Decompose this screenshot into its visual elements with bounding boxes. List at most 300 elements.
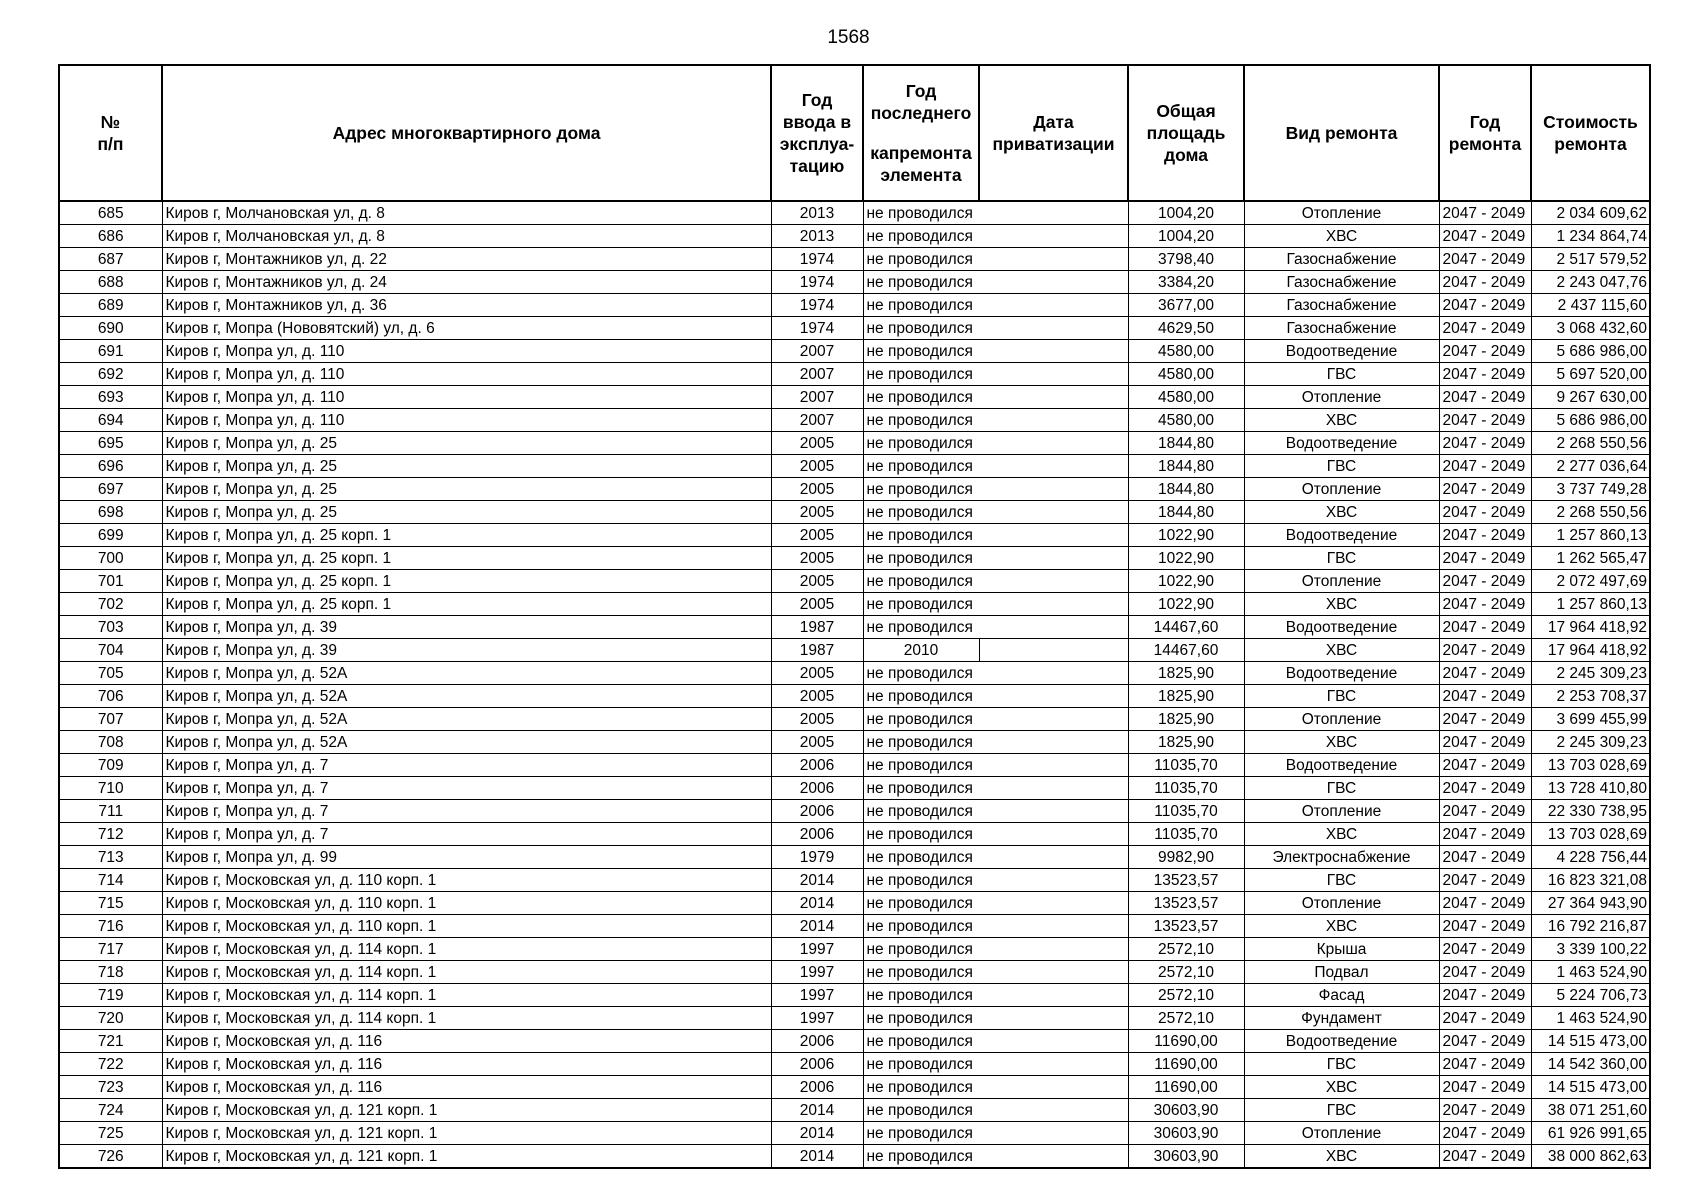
- row-number: 717: [59, 938, 162, 961]
- row-cost: 13 703 028,69: [1531, 823, 1650, 846]
- row-number: 694: [59, 409, 162, 432]
- row-number: 705: [59, 662, 162, 685]
- row-repair-year: 2047 - 2049: [1439, 731, 1531, 754]
- table-row: [59, 823, 1650, 846]
- table-row: [59, 1076, 1650, 1099]
- row-area: 3798,40: [1128, 248, 1244, 271]
- row-address: Киров г, Мопра ул, д. 52А: [162, 708, 771, 731]
- row-privatization: [979, 409, 1128, 432]
- table-row: [59, 777, 1650, 800]
- row-area: 1844,80: [1128, 478, 1244, 501]
- row-year-built: 2006: [771, 1030, 863, 1053]
- row-repair-type: Электроснабжение: [1244, 846, 1439, 869]
- row-repair-year: 2047 - 2049: [1439, 685, 1531, 708]
- row-cost: 9 267 630,00: [1531, 386, 1650, 409]
- row-repair-type: Отопление: [1244, 892, 1439, 915]
- row-repair-year: 2047 - 2049: [1439, 1007, 1531, 1030]
- row-last-repair: не проводился: [863, 1145, 979, 1169]
- row-year-built: 2006: [771, 1076, 863, 1099]
- row-address: Киров г, Московская ул, д. 121 корп. 1: [162, 1122, 771, 1145]
- row-number: 685: [59, 201, 162, 225]
- row-area: 11035,70: [1128, 777, 1244, 800]
- row-year-built: 2005: [771, 731, 863, 754]
- row-year-built: 2014: [771, 1145, 863, 1169]
- row-number: 716: [59, 915, 162, 938]
- row-area: 30603,90: [1128, 1099, 1244, 1122]
- row-repair-year: 2047 - 2049: [1439, 271, 1531, 294]
- header-repair-year: Год ремонта: [1439, 65, 1531, 201]
- row-area: 9982,90: [1128, 846, 1244, 869]
- row-repair-year: 2047 - 2049: [1439, 984, 1531, 1007]
- row-privatization: [979, 340, 1128, 363]
- row-year-built: 2006: [771, 1053, 863, 1076]
- row-privatization: [979, 800, 1128, 823]
- row-area: 1825,90: [1128, 662, 1244, 685]
- row-repair-type: Водоотведение: [1244, 524, 1439, 547]
- row-cost: 5 686 986,00: [1531, 340, 1650, 363]
- row-privatization: [979, 386, 1128, 409]
- table-row: [59, 455, 1650, 478]
- row-address: Киров г, Мопра ул, д. 52А: [162, 685, 771, 708]
- row-privatization: [979, 892, 1128, 915]
- row-year-built: 1987: [771, 639, 863, 662]
- row-repair-year: 2047 - 2049: [1439, 501, 1531, 524]
- row-address: Киров г, Монтажников ул, д. 22: [162, 248, 771, 271]
- row-last-repair: не проводился: [863, 846, 979, 869]
- row-address: Киров г, Московская ул, д. 110 корп. 1: [162, 892, 771, 915]
- row-repair-year: 2047 - 2049: [1439, 386, 1531, 409]
- table-row: [59, 869, 1650, 892]
- row-privatization: [979, 754, 1128, 777]
- row-year-built: 2013: [771, 201, 863, 225]
- row-address: Киров г, Мопра ул, д. 25: [162, 501, 771, 524]
- row-year-built: 2006: [771, 800, 863, 823]
- row-address: Киров г, Мопра ул, д. 110: [162, 363, 771, 386]
- table-row: [59, 685, 1650, 708]
- row-area: 1844,80: [1128, 455, 1244, 478]
- row-last-repair: не проводился: [863, 547, 979, 570]
- row-repair-year: 2047 - 2049: [1439, 201, 1531, 225]
- table-row: [59, 340, 1650, 363]
- row-last-repair: не проводился: [863, 823, 979, 846]
- row-year-built: 2005: [771, 478, 863, 501]
- row-year-built: 2005: [771, 593, 863, 616]
- row-cost: 16 792 216,87: [1531, 915, 1650, 938]
- row-number: 690: [59, 317, 162, 340]
- row-year-built: 1974: [771, 271, 863, 294]
- row-area: 1022,90: [1128, 593, 1244, 616]
- row-year-built: 1997: [771, 984, 863, 1007]
- table-row: [59, 317, 1650, 340]
- row-cost: 16 823 321,08: [1531, 869, 1650, 892]
- row-privatization: [979, 869, 1128, 892]
- row-repair-type: Подвал: [1244, 961, 1439, 984]
- row-repair-type: ГВС: [1244, 363, 1439, 386]
- table-row: [59, 892, 1650, 915]
- row-year-built: 2006: [771, 777, 863, 800]
- row-repair-type: Отопление: [1244, 570, 1439, 593]
- row-area: 11035,70: [1128, 754, 1244, 777]
- row-last-repair: не проводился: [863, 1076, 979, 1099]
- row-last-repair: не проводился: [863, 201, 979, 225]
- row-repair-type: Водоотведение: [1244, 1030, 1439, 1053]
- row-privatization: [979, 432, 1128, 455]
- row-privatization: [979, 1030, 1128, 1053]
- row-area: 2572,10: [1128, 938, 1244, 961]
- row-last-repair: не проводился: [863, 455, 979, 478]
- row-repair-year: 2047 - 2049: [1439, 823, 1531, 846]
- row-repair-type: ХВС: [1244, 501, 1439, 524]
- table-row: [59, 501, 1650, 524]
- header-last-repair-top: Год последнего: [870, 81, 972, 123]
- row-repair-year: 2047 - 2049: [1439, 1099, 1531, 1122]
- row-repair-type: Отопление: [1244, 1122, 1439, 1145]
- table-row: [59, 432, 1650, 455]
- table-row: [59, 639, 1650, 662]
- row-privatization: [979, 1122, 1128, 1145]
- row-cost: 3 339 100,22: [1531, 938, 1650, 961]
- row-cost: 3 699 455,99: [1531, 708, 1650, 731]
- row-last-repair: не проводился: [863, 409, 979, 432]
- row-repair-year: 2047 - 2049: [1439, 1076, 1531, 1099]
- row-address: Киров г, Московская ул, д. 116: [162, 1053, 771, 1076]
- header-num: [59, 65, 162, 201]
- row-year-built: 2005: [771, 662, 863, 685]
- row-cost: 17 964 418,92: [1531, 616, 1650, 639]
- row-number: 710: [59, 777, 162, 800]
- header-last-repair: [863, 65, 979, 201]
- row-last-repair: не проводился: [863, 317, 979, 340]
- row-cost: 1 234 864,74: [1531, 225, 1650, 248]
- row-number: 715: [59, 892, 162, 915]
- header-cost: Стоимость ремонта: [1531, 65, 1650, 201]
- row-cost: 2 268 550,56: [1531, 432, 1650, 455]
- row-last-repair: не проводился: [863, 386, 979, 409]
- row-area: 11690,00: [1128, 1053, 1244, 1076]
- row-address: Киров г, Молчановская ул, д. 8: [162, 201, 771, 225]
- row-repair-year: 2047 - 2049: [1439, 225, 1531, 248]
- row-cost: 2 245 309,23: [1531, 662, 1650, 685]
- row-privatization: [979, 524, 1128, 547]
- table-row: [59, 363, 1650, 386]
- row-address: Киров г, Мопра ул, д. 39: [162, 639, 771, 662]
- row-year-built: 2005: [771, 501, 863, 524]
- row-area: 2572,10: [1128, 961, 1244, 984]
- row-area: 3384,20: [1128, 271, 1244, 294]
- row-number: 724: [59, 1099, 162, 1122]
- table-row: [59, 961, 1650, 984]
- table-row: [59, 1007, 1650, 1030]
- table-row: [59, 938, 1650, 961]
- row-cost: 1 257 860,13: [1531, 524, 1650, 547]
- row-privatization: [979, 317, 1128, 340]
- row-last-repair: не проводился: [863, 1053, 979, 1076]
- row-number: 709: [59, 754, 162, 777]
- row-last-repair: 2010: [863, 639, 979, 662]
- row-repair-type: Фундамент: [1244, 1007, 1439, 1030]
- row-repair-type: Водоотведение: [1244, 616, 1439, 639]
- row-year-built: 2014: [771, 869, 863, 892]
- row-address: Киров г, Московская ул, д. 116: [162, 1030, 771, 1053]
- row-area: 13523,57: [1128, 892, 1244, 915]
- row-repair-year: 2047 - 2049: [1439, 846, 1531, 869]
- row-address: Киров г, Мопра ул, д. 25 корп. 1: [162, 593, 771, 616]
- row-repair-year: 2047 - 2049: [1439, 432, 1531, 455]
- table-row: [59, 915, 1650, 938]
- row-cost: 38 071 251,60: [1531, 1099, 1650, 1122]
- row-repair-year: 2047 - 2049: [1439, 455, 1531, 478]
- table-row: [59, 593, 1650, 616]
- row-number: 686: [59, 225, 162, 248]
- table-row: [59, 662, 1650, 685]
- row-year-built: 2014: [771, 915, 863, 938]
- row-last-repair: не проводился: [863, 984, 979, 1007]
- row-address: Киров г, Мопра ул, д. 25: [162, 432, 771, 455]
- row-number: 687: [59, 248, 162, 271]
- row-privatization: [979, 570, 1128, 593]
- row-year-built: 1987: [771, 616, 863, 639]
- row-repair-year: 2047 - 2049: [1439, 294, 1531, 317]
- row-cost: 5 686 986,00: [1531, 409, 1650, 432]
- row-area: 1825,90: [1128, 685, 1244, 708]
- row-year-built: 2007: [771, 386, 863, 409]
- row-cost: 1 463 524,90: [1531, 1007, 1650, 1030]
- row-repair-type: Водоотведение: [1244, 754, 1439, 777]
- row-area: 4629,50: [1128, 317, 1244, 340]
- row-repair-type: Водоотведение: [1244, 340, 1439, 363]
- row-repair-type: Газоснабжение: [1244, 248, 1439, 271]
- row-last-repair: не проводился: [863, 800, 979, 823]
- row-number: 714: [59, 869, 162, 892]
- row-privatization: [979, 731, 1128, 754]
- row-cost: 4 228 756,44: [1531, 846, 1650, 869]
- row-area: 1825,90: [1128, 731, 1244, 754]
- row-number: 707: [59, 708, 162, 731]
- row-privatization: [979, 685, 1128, 708]
- row-number: 692: [59, 363, 162, 386]
- table-row: [59, 570, 1650, 593]
- row-last-repair: не проводился: [863, 961, 979, 984]
- row-privatization: [979, 478, 1128, 501]
- row-address: Киров г, Московская ул, д. 114 корп. 1: [162, 938, 771, 961]
- table-row: [59, 225, 1650, 248]
- row-cost: 14 542 360,00: [1531, 1053, 1650, 1076]
- row-address: Киров г, Московская ул, д. 121 корп. 1: [162, 1145, 771, 1169]
- row-repair-year: 2047 - 2049: [1439, 938, 1531, 961]
- table-row: [59, 1099, 1650, 1122]
- row-address: Киров г, Московская ул, д. 114 корп. 1: [162, 1007, 771, 1030]
- row-number: 723: [59, 1076, 162, 1099]
- row-area: 11035,70: [1128, 800, 1244, 823]
- row-number: 713: [59, 846, 162, 869]
- row-address: Киров г, Мопра ул, д. 110: [162, 340, 771, 363]
- row-repair-type: ХВС: [1244, 915, 1439, 938]
- row-privatization: [979, 961, 1128, 984]
- row-cost: 2 034 609,62: [1531, 201, 1650, 225]
- row-last-repair: не проводился: [863, 938, 979, 961]
- row-cost: 1 262 565,47: [1531, 547, 1650, 570]
- table-row: [59, 1030, 1650, 1053]
- row-last-repair: не проводился: [863, 294, 979, 317]
- row-last-repair: не проводился: [863, 524, 979, 547]
- row-repair-type: Фасад: [1244, 984, 1439, 1007]
- row-repair-year: 2047 - 2049: [1439, 639, 1531, 662]
- row-area: 2572,10: [1128, 984, 1244, 1007]
- row-number: 712: [59, 823, 162, 846]
- row-repair-year: 2047 - 2049: [1439, 317, 1531, 340]
- row-number: 689: [59, 294, 162, 317]
- row-repair-year: 2047 - 2049: [1439, 547, 1531, 570]
- row-repair-year: 2047 - 2049: [1439, 1053, 1531, 1076]
- row-number: 708: [59, 731, 162, 754]
- row-year-built: 2014: [771, 1099, 863, 1122]
- header-year-built: Год ввода в эксплуа-тацию: [771, 65, 863, 201]
- row-privatization: [979, 938, 1128, 961]
- row-privatization: [979, 271, 1128, 294]
- row-area: 1844,80: [1128, 432, 1244, 455]
- row-last-repair: не проводился: [863, 915, 979, 938]
- row-address: Киров г, Мопра ул, д. 25: [162, 455, 771, 478]
- row-area: 13523,57: [1128, 915, 1244, 938]
- row-last-repair: не проводился: [863, 340, 979, 363]
- row-repair-year: 2047 - 2049: [1439, 478, 1531, 501]
- row-privatization: [979, 225, 1128, 248]
- row-area: 4580,00: [1128, 363, 1244, 386]
- row-repair-type: ГВС: [1244, 547, 1439, 570]
- row-repair-year: 2047 - 2049: [1439, 800, 1531, 823]
- row-repair-type: ГВС: [1244, 777, 1439, 800]
- table-row: [59, 984, 1650, 1007]
- table-row: [59, 201, 1650, 225]
- row-address: Киров г, Московская ул, д. 110 корп. 1: [162, 915, 771, 938]
- row-area: 4580,00: [1128, 386, 1244, 409]
- row-repair-year: 2047 - 2049: [1439, 869, 1531, 892]
- row-last-repair: не проводился: [863, 478, 979, 501]
- table-row: [59, 1145, 1650, 1169]
- row-address: Киров г, Мопра ул, д. 110: [162, 386, 771, 409]
- row-repair-type: ГВС: [1244, 685, 1439, 708]
- row-number: 702: [59, 593, 162, 616]
- row-privatization: [979, 1145, 1128, 1169]
- table-row: [59, 547, 1650, 570]
- row-area: 1825,90: [1128, 708, 1244, 731]
- row-area: 14467,60: [1128, 616, 1244, 639]
- row-area: 1844,80: [1128, 501, 1244, 524]
- row-number: 691: [59, 340, 162, 363]
- row-cost: 38 000 862,63: [1531, 1145, 1650, 1169]
- row-last-repair: не проводился: [863, 685, 979, 708]
- row-repair-type: Крыша: [1244, 938, 1439, 961]
- row-year-built: 2013: [771, 225, 863, 248]
- row-area: 4580,00: [1128, 340, 1244, 363]
- row-address: Киров г, Мопра ул, д. 110: [162, 409, 771, 432]
- row-repair-type: Отопление: [1244, 386, 1439, 409]
- row-repair-type: ХВС: [1244, 1145, 1439, 1169]
- table-row: [59, 248, 1650, 271]
- row-year-built: 2005: [771, 524, 863, 547]
- row-address: Киров г, Московская ул, д. 114 корп. 1: [162, 961, 771, 984]
- row-area: 1004,20: [1128, 225, 1244, 248]
- table-row: [59, 271, 1650, 294]
- row-last-repair: не проводился: [863, 1122, 979, 1145]
- row-area: 1022,90: [1128, 524, 1244, 547]
- row-cost: 17 964 418,92: [1531, 639, 1650, 662]
- row-year-built: 1997: [771, 1007, 863, 1030]
- row-privatization: [979, 984, 1128, 1007]
- row-cost: 13 703 028,69: [1531, 754, 1650, 777]
- row-address: Киров г, Мопра ул, д. 25: [162, 478, 771, 501]
- row-address: Киров г, Монтажников ул, д. 36: [162, 294, 771, 317]
- row-repair-type: ХВС: [1244, 409, 1439, 432]
- row-last-repair: не проводился: [863, 1099, 979, 1122]
- row-year-built: 1974: [771, 317, 863, 340]
- row-cost: 14 515 473,00: [1531, 1076, 1650, 1099]
- row-cost: 1 257 860,13: [1531, 593, 1650, 616]
- table-body: [59, 201, 1650, 1168]
- row-cost: 2 437 115,60: [1531, 294, 1650, 317]
- row-address: Киров г, Мопра ул, д. 52А: [162, 662, 771, 685]
- row-repair-year: 2047 - 2049: [1439, 915, 1531, 938]
- row-area: 4580,00: [1128, 409, 1244, 432]
- row-number: 697: [59, 478, 162, 501]
- row-address: Киров г, Мопра ул, д. 25 корп. 1: [162, 547, 771, 570]
- row-year-built: 2006: [771, 754, 863, 777]
- row-address: Киров г, Мопра ул, д. 52А: [162, 731, 771, 754]
- page-number: 1568: [827, 27, 870, 48]
- row-address: Киров г, Мопра ул, д. 7: [162, 754, 771, 777]
- row-privatization: [979, 201, 1128, 225]
- table-row: [59, 524, 1650, 547]
- row-last-repair: не проводился: [863, 616, 979, 639]
- row-last-repair: не проводился: [863, 892, 979, 915]
- table-row: [59, 731, 1650, 754]
- row-number: 696: [59, 455, 162, 478]
- table-row: [59, 478, 1650, 501]
- row-repair-year: 2047 - 2049: [1439, 570, 1531, 593]
- row-year-built: 2007: [771, 363, 863, 386]
- row-privatization: [979, 616, 1128, 639]
- row-cost: 2 277 036,64: [1531, 455, 1650, 478]
- row-year-built: 2005: [771, 547, 863, 570]
- row-privatization: [979, 1076, 1128, 1099]
- row-address: Киров г, Мопра ул, д. 25 корп. 1: [162, 524, 771, 547]
- row-address: Киров г, Московская ул, д. 116: [162, 1076, 771, 1099]
- row-cost: 2 243 047,76: [1531, 271, 1650, 294]
- row-repair-year: 2047 - 2049: [1439, 524, 1531, 547]
- row-address: Киров г, Мопра (Нововятский) ул, д. 6: [162, 317, 771, 340]
- row-year-built: 1979: [771, 846, 863, 869]
- row-privatization: [979, 1099, 1128, 1122]
- header-address: Адрес многоквартирного дома: [162, 65, 771, 201]
- row-last-repair: не проводился: [863, 754, 979, 777]
- table-row: [59, 1053, 1650, 1076]
- row-repair-type: ГВС: [1244, 455, 1439, 478]
- row-number: 706: [59, 685, 162, 708]
- row-last-repair: не проводился: [863, 271, 979, 294]
- row-repair-type: ГВС: [1244, 1099, 1439, 1122]
- row-year-built: 2007: [771, 340, 863, 363]
- row-privatization: [979, 363, 1128, 386]
- row-privatization: [979, 547, 1128, 570]
- row-privatization: [979, 501, 1128, 524]
- row-last-repair: не проводился: [863, 248, 979, 271]
- row-repair-type: ХВС: [1244, 225, 1439, 248]
- row-cost: 1 463 524,90: [1531, 961, 1650, 984]
- row-address: Киров г, Московская ул, д. 110 корп. 1: [162, 869, 771, 892]
- row-last-repair: не проводился: [863, 869, 979, 892]
- row-repair-type: ГВС: [1244, 1053, 1439, 1076]
- row-last-repair: не проводился: [863, 777, 979, 800]
